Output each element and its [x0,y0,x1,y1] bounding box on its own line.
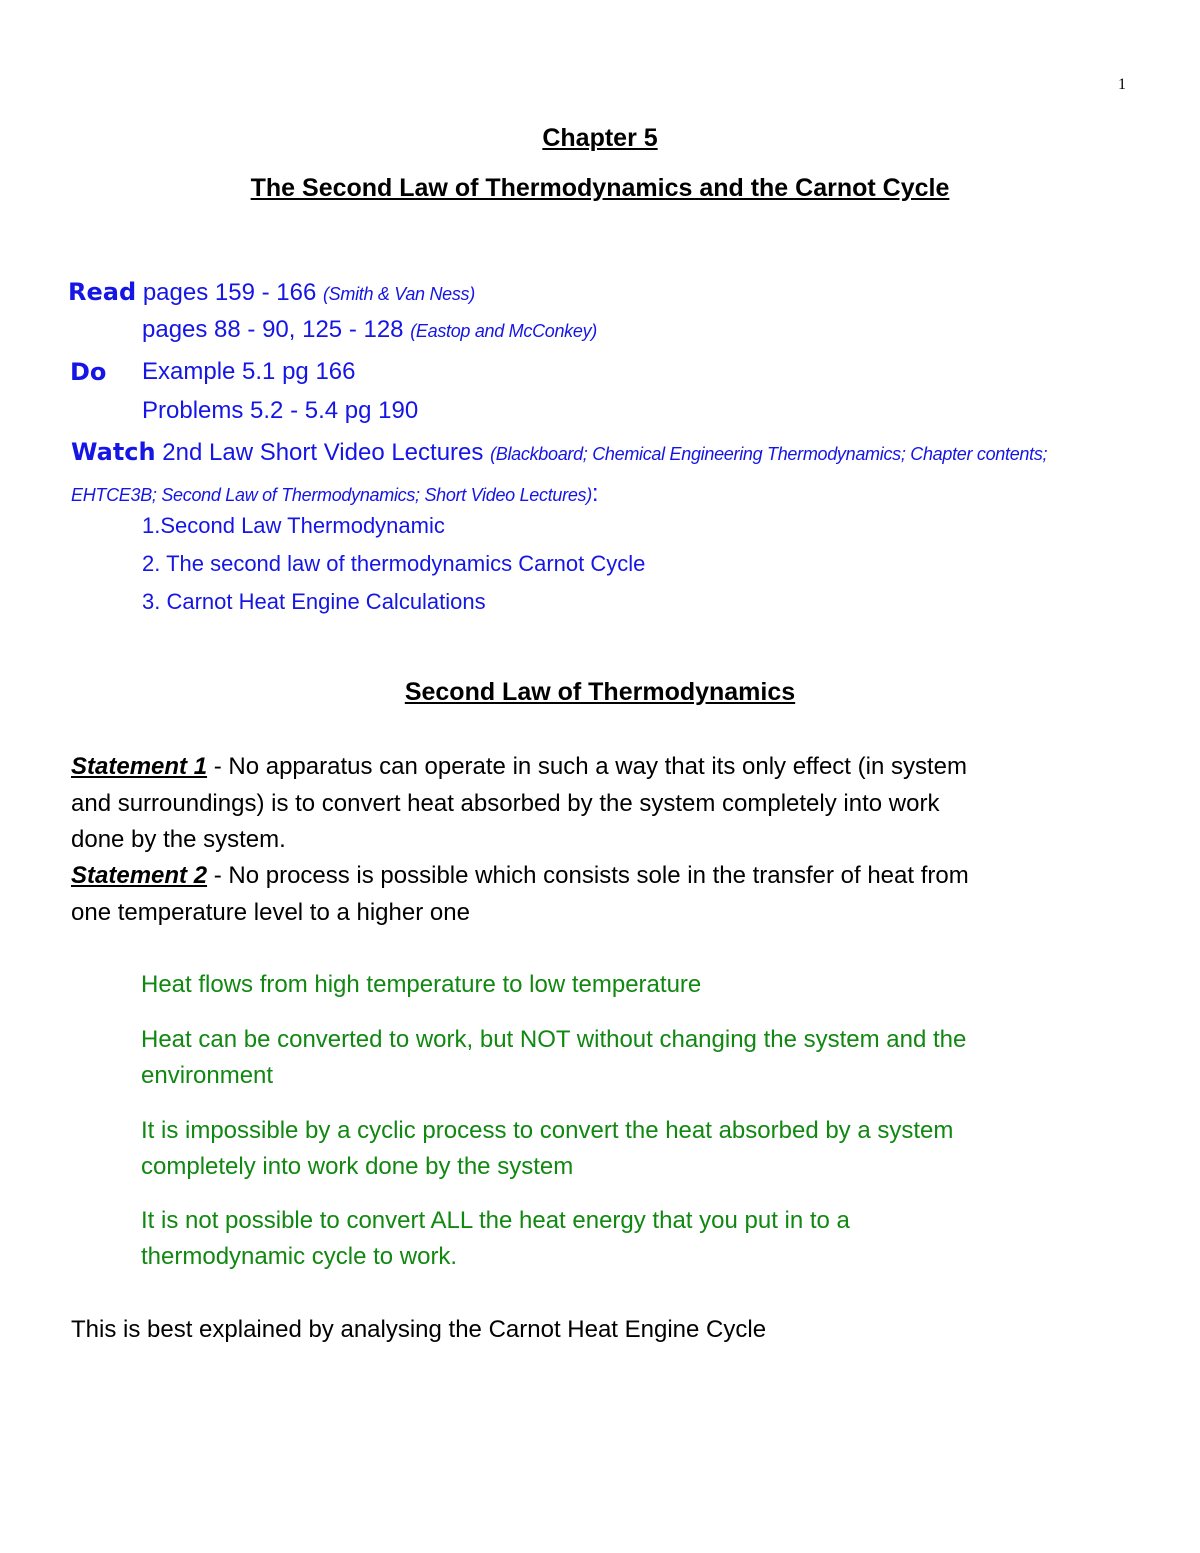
section-heading: Second Law of Thermodynamics [404,678,796,706]
chapter-heading: Chapter 5 [542,124,658,152]
statement-1-line-2: and surroundings) is to convert heat absorbed by the system completely into work [71,790,940,817]
watch-ref-1: (Blackboard; Chemical Engineering Thermodynamics; Chapter contents; [490,444,1048,464]
do-problems: Problems 5.2 - 5.4 pg 190 [142,397,419,424]
video-link-1[interactable]: 1.Second Law Thermodynamic [142,513,445,538]
read-pages-2: pages 88 - 90, 125 - 128 [142,316,404,343]
point-1: Heat flows from high temperature to low temperature [141,971,702,998]
video-link-3[interactable]: 3. Carnot Heat Engine Calculations [142,589,486,614]
statement-2-text: - No process is possible which consists sole in the transfer of heat from [207,862,969,889]
point-2-line-1: Heat can be converted to work, but NOT without changing the system and the [141,1026,967,1053]
read-label: Read [68,278,137,306]
point-4-line-1: It is not possible to convert ALL the heat energy that you put in to a [141,1207,850,1234]
point-3-line-1: It is impossible by a cyclic process to convert the heat absorbed by a system [141,1117,954,1144]
watch-colon: : [591,480,599,507]
point-3-line-2: completely into work done by the system [141,1153,574,1180]
read-ref-2: (Eastop and McConkey) [410,321,597,341]
read-line-1 [68,278,475,307]
do-label: Do [70,358,107,386]
watch-ref-2: EHTCE3B; Second Law of Thermodynamics; Short Video Lectures) [71,485,592,505]
read-line-2 [142,316,597,344]
statement-1-label: Statement 1 [71,753,208,780]
read-pages-1: pages 159 - 166 [142,279,317,306]
watch-line [71,438,1047,467]
statement-2-line-2: one temperature level to a higher one [71,899,470,926]
read-ref-1: (Smith & Van Ness) [322,284,475,304]
statement-1-text: - No apparatus can operate in such a way that its only effect (in system [207,753,967,780]
statement-2-label: Statement 2 [71,862,208,889]
point-4-line-2: thermodynamic cycle to work. [141,1243,458,1270]
page-number: 1 [1118,76,1126,93]
document-title: The Second Law of Thermodynamics and the Carnot Cycle [250,174,950,202]
watch-text: 2nd Law Short Video Lectures [162,439,484,466]
conclusion: This is best explained by analysing the Carnot Heat Engine Cycle [71,1316,767,1343]
statement-1-line-3: done by the system. [71,826,286,853]
point-2-line-2: environment [141,1062,274,1089]
statement-2-line-1 [71,862,969,890]
video-link-2[interactable]: 2. The second law of thermodynamics Carnot Cycle [142,551,646,576]
do-line-1 [70,358,106,387]
do-example: Example 5.1 pg 166 [142,358,356,385]
watch-label: Watch [71,438,156,466]
watch-ref-line-2 [71,480,599,508]
statement-1-line-1 [71,753,967,781]
